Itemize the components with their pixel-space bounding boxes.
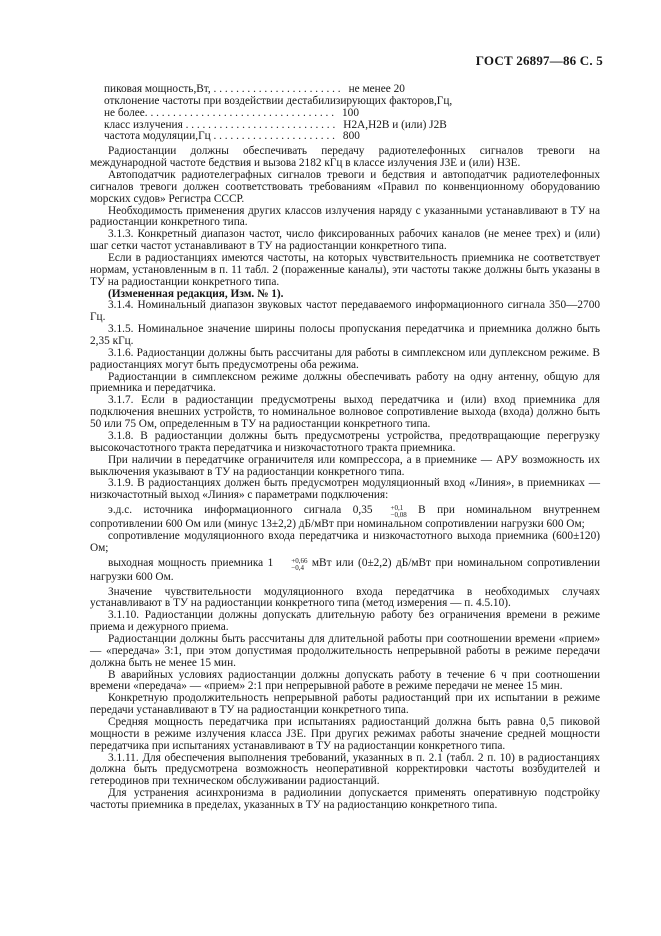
spec-key: пиковая мощность,Вт, . . . . . . . . . . . . . . . . . . . . . . . (104, 83, 341, 95)
paragraph: Радиостанции должны обеспечивать передачу радиотелефонных сигналов тревоги на международной частоте бедствия и вызова 2182 кГц в классе излучения J3E и (или) Н3Е. (90, 145, 600, 170)
paragraph: 3.1.7. Если в радиостанции предусмотрены выход передатчика и (или) вход приемника для подключения внешних устройств, то номинальное волновое сопротивление выхода (входа) должно быть 50 или 75 Ом, определенным в ТУ на радиостанции конкретного типа. (90, 394, 600, 431)
emf-tolerance-upper: +0,1 (390, 504, 404, 513)
amendment-note: (Измененная редакция, Изм. № 1). (108, 287, 284, 300)
power-text-pre: выходная мощность приемника 1 (108, 556, 274, 569)
paragraph: 3.1.11. Для обеспечения выполнения требований, указанных в п. 2.1 (табл. 2 п. 10) в радиостанциях должна быть предусмотрена возможность неоперативной корректировки частоты возбудителей и гетеродинов при техническом обслуживании радиостанций. (90, 751, 600, 788)
spec-key: не более. . . . . . . . . . . . . . . . . . . . . . . . . . . . . . . . . . (104, 106, 335, 119)
spec-row (104, 96, 600, 108)
emf-text-pre: э.д.с. источника информационного сигнала 0,35 (108, 504, 373, 517)
paragraph: 3.1.6. Радиостанции должны быть рассчитаны для работы в симплексном или дуплексном режиме. В радиостанциях могут быть предусмотрены оба режима. (90, 346, 600, 371)
paragraph: Значение чувствительности модуляционного входа передатчика в необходимых случаях устанавливают в ТУ на радиостанции конкретного типа (метод измерения — п. 4.5.10). (90, 585, 600, 610)
spec-key: класс излучения . . . . . . . . . . . . . . . . . . . . . . . . . . . (104, 118, 336, 131)
paragraph: Необходимость применения других классов излучения наряду с указанными устанавливают в ТУ на радиостанции конкретного типа. (90, 204, 600, 229)
input-impedance-parameter: сопротивление модуляционного входа передатчика и низкочастотного выхода приемника (600±120) Ом; (90, 529, 600, 554)
paragraph: 3.1.9. В радиостанциях должен быть предусмотрен модуляционный вход «Линия», в приемниках — низкочастотный выход «Линия» с параметрами подключения: (90, 477, 600, 502)
emf-parameter (90, 505, 600, 531)
spec-key: частота модуляции,Гц . . . . . . . . . . . . . . . . . . . . . . (104, 130, 335, 143)
power-tolerance-upper: +0,66 (291, 556, 308, 565)
paragraph: 3.1.8. В радиостанции должны быть предусмотрены устройства, предотвращающие перегрузку высокочастотного тракта передатчика и низкочастотного тракта приемника. (90, 429, 600, 454)
paragraph: Конкретную продолжительность непрерывной работы радиостанций при их испытании в режиме передачи устанавливают в ТУ на радиостанции конкретного типа. (90, 692, 600, 717)
page-header: ГОСТ 26897—86 С. 5 (475, 53, 603, 68)
emf-text-post: В при номинальном внутреннем сопротивлении 600 Ом или (минус 13±2,2) дБ/мВт при номинальном сопротивлении нагрузки 600 Ом; (90, 504, 600, 531)
paragraph: 3.1.5. Номинальное значение ширины полосы пропускания передатчика и приемника должно быть 2,35 кГц. (90, 323, 600, 348)
power-tolerance-lower: −0,4 (291, 563, 304, 572)
paragraph: В аварийных условиях радиостанции должны допускать работу в течение 6 ч при соотношении времени «передача» — «прием» 2:1 при непрерывной работе в режиме передачи не менее 15 мин. (90, 668, 600, 693)
paragraph: Для устранения асинхронизма в радиолинии допускается применять оперативную подстройку частоты приемника в пределах, указанных в ТУ на радиостанцию конкретного типа. (90, 787, 600, 811)
paragraph: Радиостанции в симплексном режиме должны обеспечивать работу на одну антенну, общую для приемника и передатчика. (90, 370, 600, 395)
spec-row (104, 108, 600, 120)
paragraph: Средняя мощность передатчика при испытаниях радиостанций должна быть равна 0,5 пиковой мощности в режиме излучения класса J3E. При других режимах работы значение средней мощности передатчика при испытаниях устанавливают в ТУ на радиостанции конкретного типа. (90, 715, 600, 752)
paragraph: 3.1.10. Радиостанции должны допускать длительную работу без ограничения времени в режиме приема и дежурного приема. (90, 609, 600, 634)
paragraph: Автоподатчик радиотелеграфных сигналов тревоги и бедствия и автоподатчик радиотелефонных сигналов тревоги должен соответствовать требованиям «Правил по конвенционному оборудованию морских судов» Регистра СССР. (90, 169, 600, 205)
paragraph: 3.1.4. Номинальный диапазон звуковых частот передаваемого информационного сигнала 350—2700 Гц. (90, 299, 600, 324)
spec-list (104, 84, 600, 143)
paragraph: Радиостанции должны быть рассчитаны для длительной работы при соотношении времени «прием» — «передача» 3:1, при этом допустимая продолжительность непрерывной работы в режиме передачи должна быть не менее 15 мин. (90, 632, 600, 669)
document-body (90, 84, 600, 812)
spec-row (104, 131, 600, 143)
spec-value: не менее 20 (348, 83, 405, 95)
spec-value: Н2А,Н2В и (или) J2B (343, 118, 447, 131)
emf-tolerance-lower: −0,08 (390, 511, 407, 520)
paragraph: При наличии в передатчике ограничителя или компрессора, а в приемнике — АРУ возможность их выключения указывают в ТУ на радиостанции конкретного типа. (90, 453, 600, 478)
emf-tolerance (373, 505, 407, 519)
spec-value: 100 (342, 106, 359, 119)
power-text-post: мВт или (0±2,2) дБ/мВт при номинальном сопротивлении нагрузки 600 Ом. (90, 556, 600, 583)
power-tolerance (273, 558, 307, 572)
output-power-parameter (90, 558, 600, 584)
paragraph: 3.1.3. Конкретный диапазон частот, число фиксированных рабочих каналов (не менее трех) и (или) шаг сетки частот устанавливают в ТУ на радиостанции конкретного типа. (90, 228, 600, 253)
spec-key: отклонение частоты при воздействии дестабилизирующих факторов,Гц, (104, 94, 453, 107)
spec-value: 800 (342, 130, 360, 143)
paragraph: Если в радиостанциях имеются частоты, на которых чувствительность приемника не соответствует нормам, установленным в п. 11 табл. 2 (пораженные каналы), эти частоты также должны быть указаны в ТУ на радиостанции конкретного типа. (90, 252, 600, 288)
